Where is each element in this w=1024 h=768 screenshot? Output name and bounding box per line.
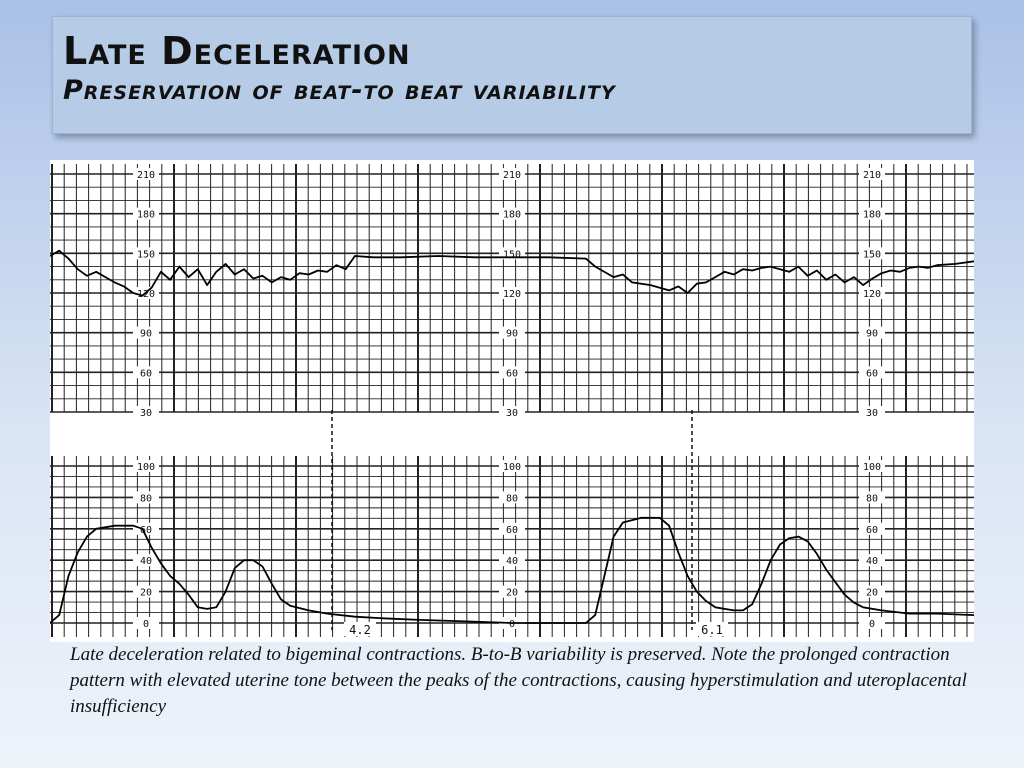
fhr-tick-label: 60 <box>505 368 519 380</box>
uc-tick-label: 80 <box>505 493 519 505</box>
uc-tick-label: 0 <box>868 619 876 630</box>
fhr-tick-label: 150 <box>136 249 156 261</box>
fhr-tick-label: 120 <box>136 289 156 300</box>
uc-tick-label: 20 <box>865 587 879 599</box>
fhr-tick-label: 180 <box>502 209 522 221</box>
fhr-tick-label: 210 <box>136 170 156 181</box>
uc-tick-label: 40 <box>139 556 153 568</box>
uc-tick-label: 40 <box>505 556 519 568</box>
fhr-tick-label: 210 <box>502 170 522 181</box>
uc-tick-label: 80 <box>865 493 879 505</box>
ctg-strip <box>50 160 974 642</box>
uc-tick-label: 100 <box>136 462 156 473</box>
fhr-tick-label: 150 <box>862 249 882 261</box>
fhr-tick-label: 90 <box>865 328 879 340</box>
title-box <box>52 16 972 134</box>
panel-gap <box>50 412 974 466</box>
fhr-tick-label: 150 <box>502 249 522 261</box>
fhr-tick-label: 180 <box>136 209 156 221</box>
fhr-tick-label: 60 <box>139 368 153 380</box>
uc-tick-label: 60 <box>139 524 153 536</box>
slide-title: Late Deceleration <box>63 29 411 73</box>
ctg-chart <box>50 160 974 642</box>
figure-caption: Late deceleration related to bigeminal contractions. B-to-B variability is preserved. Note the prolonged contraction pattern with elevated uterine tone between the peaks of the contractions, causing hyperstimulation and uteroplacental insufficiency <box>70 644 967 717</box>
slide-subtitle: Preservation of beat-to beat variability <box>63 75 616 106</box>
uc-tick-label: 80 <box>139 493 153 505</box>
fhr-tick-label: 180 <box>862 209 882 221</box>
fhr-tick-label: 90 <box>505 328 519 340</box>
uc-tick-label: 0 <box>508 619 516 630</box>
uc-tick-label: 100 <box>862 462 882 473</box>
uc-tick-label: 60 <box>865 524 879 536</box>
annotation-label: 4.2 <box>349 623 371 637</box>
fhr-tick-label: 30 <box>865 408 879 419</box>
uc-tick-label: 0 <box>142 619 150 630</box>
uc-tick-label: 100 <box>502 462 522 473</box>
fhr-tick-label: 90 <box>139 328 153 340</box>
uc-tick-label: 40 <box>865 556 879 568</box>
fhr-tick-label: 120 <box>502 289 522 300</box>
annotation-label: 6.1 <box>701 623 723 637</box>
fhr-tick-label: 210 <box>862 170 882 181</box>
uc-tick-label: 60 <box>505 524 519 536</box>
uc-tick-label: 20 <box>139 587 153 599</box>
fhr-tick-label: 30 <box>505 408 519 419</box>
fhr-tick-label: 30 <box>139 408 153 419</box>
uc-tick-label: 20 <box>505 587 519 599</box>
fhr-tick-label: 120 <box>862 289 882 300</box>
fhr-tick-label: 60 <box>865 368 879 380</box>
